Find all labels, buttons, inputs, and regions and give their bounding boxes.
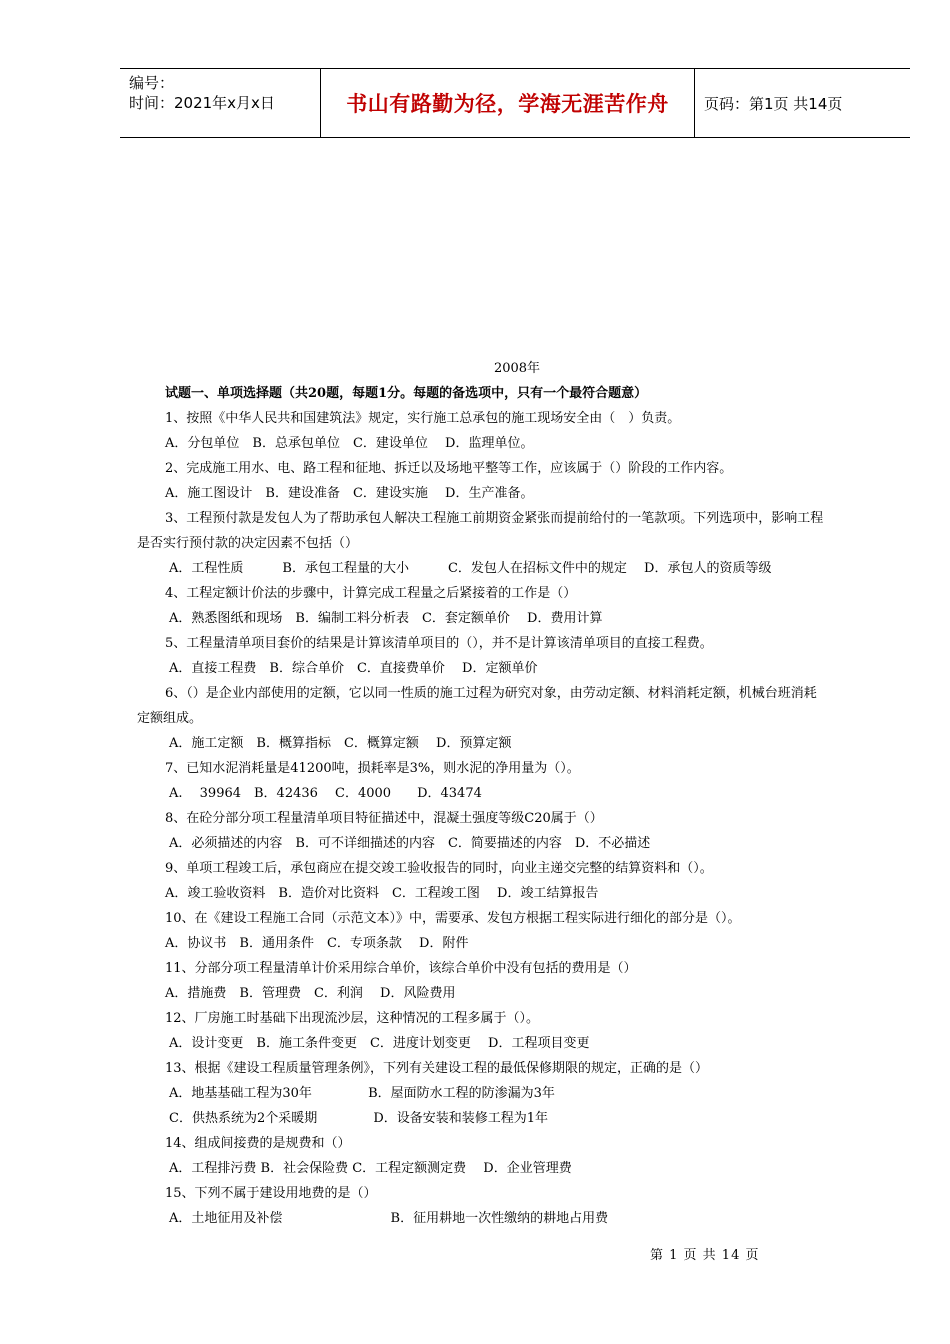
header-meta	[120, 69, 320, 137]
header-time-label: 时间：2021年x月x日	[129, 94, 275, 112]
question-line: 9、单项工程竣工后，承包商应在提交竣工验收报告的同时，向业主递交完整的结算资料和（）。	[165, 861, 713, 876]
question-line: A．施工图设计 B．建设准备 C．建设实施 D．生产准备。	[165, 486, 534, 501]
section-title: 试题一、单项选择题（共20题，每题1分。每题的备选项中，只有一个最符合题意）	[165, 386, 648, 401]
document-body	[137, 356, 897, 1231]
question-line: A．熟悉图纸和现场 B．编制工料分析表 C．套定额单价 D．费用计算	[169, 611, 603, 626]
question-line: A．分包单位 B．总承包单位 C．建设单位 D．监理单位。	[165, 436, 534, 451]
header-page-cell	[695, 69, 910, 137]
header-motto: 书山有路勤为径，学海无涯苦作舟	[346, 91, 669, 116]
question-line: 是否实行预付款的决定因素不包括（）	[137, 536, 359, 551]
question-line: 7、已知水泥消耗量是41200吨，损耗率是3%，则水泥的净用量为（）。	[165, 761, 580, 776]
question-line: A．工程排污费 B．社会保险费 C．工程定额测定费 D．企业管理费	[169, 1161, 572, 1176]
document-year: 2008年	[493, 361, 541, 376]
question-line: A．措施费 B．管理费 C．利润 D．风险费用	[165, 986, 456, 1001]
question-line: 定额组成。	[137, 711, 203, 726]
question-line: A．土地征用及补偿 B．征用耕地一次性缴纳的耕地占用费	[169, 1211, 609, 1226]
question-line: 3、工程预付款是发包人为了帮助承包人解决工程施工前期资金紧张而提前给付的一笔款项。下列选项中，影响工程	[165, 511, 824, 526]
header-number-label: 编号：	[129, 74, 175, 92]
question-line: 1、按照《中华人民共和国建筑法》规定，实行施工总承包的施工现场安全由（ ）负责。	[165, 411, 681, 426]
question-line: A．施工定额 B．概算指标 C．概算定额 D．预算定额	[169, 736, 512, 751]
question-line: 10、在《建设工程施工合同（示范文本）》中，需要承、发包方根据工程实际进行细化的部分是（）。	[165, 911, 741, 926]
header-page-label: 页码：第1页 共14页	[704, 94, 843, 113]
question-line: 8、在砼分部分项工程量清单项目特征描述中，混凝土强度等级C20属于（）	[165, 811, 603, 826]
question-line: 5、工程量清单项目套价的结果是计算该清单项目的（），并不是计算该清单项目的直接工程费。	[165, 636, 713, 651]
question-line: 13、根据《建设工程质量管理条例》，下列有关建设工程的最低保修期限的规定，正确的是（）	[165, 1061, 709, 1076]
question-list	[137, 406, 897, 1231]
question-line: A．协议书 B．通用条件 C．专项条款 D．附件	[165, 936, 469, 951]
question-line: A．设计变更 B．施工条件变更 C．进度计划变更 D．工程项目变更	[169, 1036, 590, 1051]
question-line: 2、完成施工用水、电、路工程和征地、拆迁以及场地平整等工作，应该属于（）阶段的工作内容。	[165, 461, 733, 476]
question-line: A. 39964 B．42436 C．4000 D．43474	[169, 786, 482, 801]
question-line: A．直接工程费 B．综合单价 C．直接费单价 D．定额单价	[169, 661, 538, 676]
question-line: 11、分部分项工程量清单计价采用综合单价，该综合单价中没有包括的费用是（）	[165, 961, 637, 976]
question-line: 6、（）是企业内部使用的定额，它以同一性质的施工过程为研究对象，由劳动定额、材料消耗定额，机械台班消耗	[165, 686, 817, 701]
page-footer: 第 1 页 共 14 页	[650, 1248, 760, 1263]
header-motto-cell	[320, 69, 695, 137]
question-line: C．供热系统为2个采暖期 D．设备安装和装修工程为1年	[169, 1111, 549, 1126]
question-line: A．地基基础工程为30年 B．屋面防水工程的防渗漏为3年	[169, 1086, 555, 1101]
question-line: 14、组成间接费的是规费和（）	[165, 1136, 351, 1151]
question-line: 12、厂房施工时基础下出现流沙层，这种情况的工程多属于（）。	[165, 1011, 540, 1026]
page-header	[120, 68, 910, 138]
question-line: A．必须描述的内容 B．可不详细描述的内容 C．简要描述的内容 D．不必描述	[169, 836, 651, 851]
question-line: A．竣工验收资料 B．造价对比资料 C．工程竣工图 D．竣工结算报告	[165, 886, 599, 901]
question-line: 4、工程定额计价法的步骤中，计算完成工程量之后紧接着的工作是（）	[165, 586, 577, 601]
question-line: 15、下列不属于建设用地费的是（）	[165, 1186, 377, 1201]
question-line: A．工程性质 B．承包工程量的大小 C．发包人在招标文件中的规定 D．承包人的资质等级	[169, 561, 772, 576]
